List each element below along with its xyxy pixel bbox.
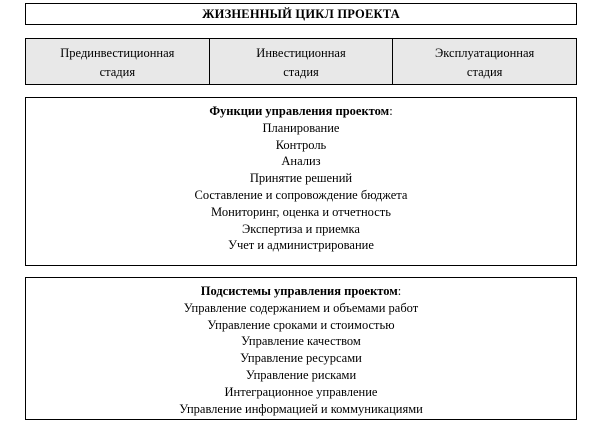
subsystem-item: Управление информацией и коммуникациями	[179, 401, 423, 416]
subsystem-item: Управление содержанием и объемами работ	[183, 300, 419, 315]
function-item: Анализ	[281, 154, 321, 169]
subsystems-list	[179, 300, 423, 418]
function-item: Экспертиза и приемка	[242, 221, 360, 236]
function-item: Планирование	[262, 120, 340, 135]
stage-operational: Эксплуатационная стадия	[392, 39, 576, 84]
stage-pre-investment: Прединвестиционная стадия	[60, 45, 175, 79]
function-item: Контроль	[275, 137, 327, 152]
subsystems-heading-text: Подсистемы управления проектом	[200, 284, 398, 298]
functions-list	[195, 120, 408, 254]
lifecycle-stages-row	[25, 38, 577, 85]
function-item: Составление и сопровождение бюджета	[194, 187, 408, 202]
diagram-title: ЖИЗНЕННЫЙ ЦИКЛ ПРОЕКТА	[25, 3, 577, 25]
subsystem-item: Управление сроками и стоимостью	[207, 317, 395, 332]
stage-investment: Инвестиционная стадия	[209, 39, 393, 84]
subsystem-item: Управление качеством	[241, 334, 361, 349]
functions-heading-text: Функции управления проектом	[209, 104, 390, 118]
subsystems-heading-colon: :	[397, 284, 402, 298]
subsystems-panel	[25, 277, 577, 420]
subsystem-item: Управление рисками	[245, 367, 357, 382]
functions-heading	[209, 103, 392, 120]
functions-panel	[25, 97, 577, 266]
subsystem-item: Интеграционное управление	[224, 384, 378, 399]
subsystem-item: Управление ресурсами	[240, 351, 362, 366]
functions-heading-colon: :	[389, 104, 393, 118]
function-item: Учет и администрирование	[228, 238, 374, 253]
function-item: Мониторинг, оценка и отчетность	[211, 204, 391, 219]
subsystems-heading	[201, 283, 402, 300]
function-item: Принятие решений	[249, 171, 353, 186]
